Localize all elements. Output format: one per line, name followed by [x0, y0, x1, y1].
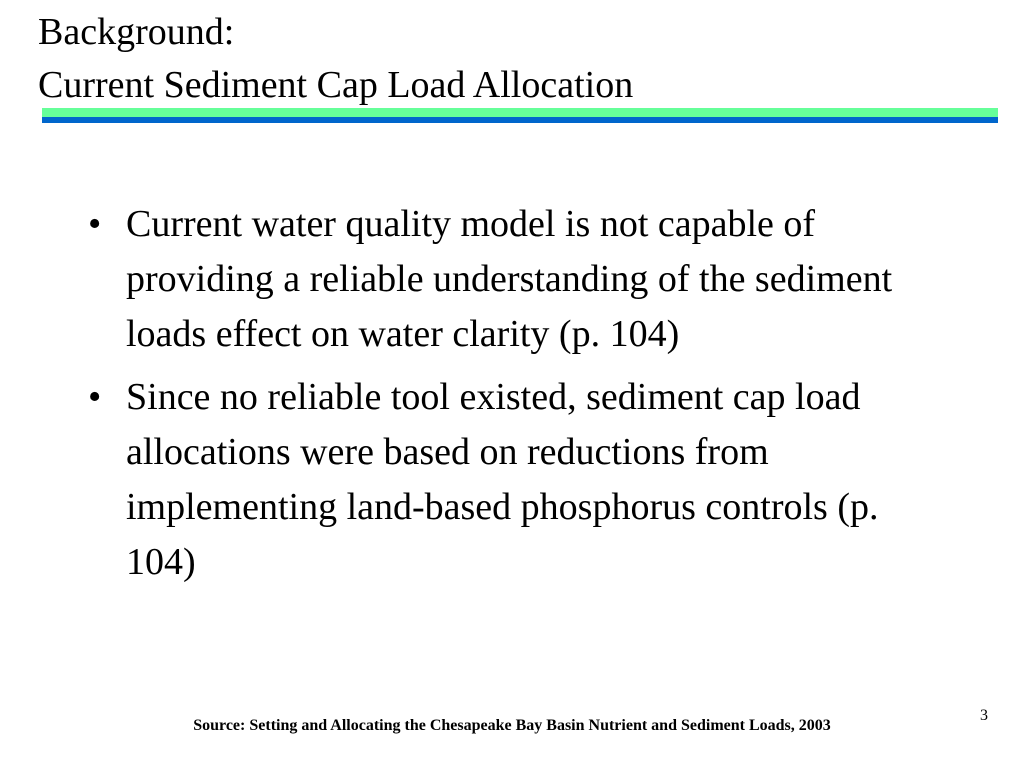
title-underline-green: [42, 108, 998, 117]
title-underline-blue: [42, 117, 998, 123]
bullet-icon: •: [88, 203, 102, 245]
bullet-icon: •: [88, 376, 102, 418]
slide-title: [38, 6, 633, 112]
bullet-item: [88, 197, 928, 362]
bullet-text: Current water quality model is not capable of providing a reliable understanding of the sediment loads effect on water clarity (p. 104): [126, 203, 893, 355]
source-citation: Source: Setting and Allocating the Chesapeake Bay Basin Nutrient and Sediment Loads, 2003: [193, 717, 831, 734]
title-line-2: Current Sediment Cap Load Allocation: [38, 64, 634, 106]
bullet-item: [88, 370, 928, 590]
title-line-1: Background:: [38, 11, 235, 53]
bullet-list: [88, 197, 928, 598]
bullet-text: Since no reliable tool existed, sediment cap load allocations were based on reductions from implementing land-based phosphorus controls (p. 104): [126, 376, 879, 583]
page-number: 3: [980, 707, 988, 724]
